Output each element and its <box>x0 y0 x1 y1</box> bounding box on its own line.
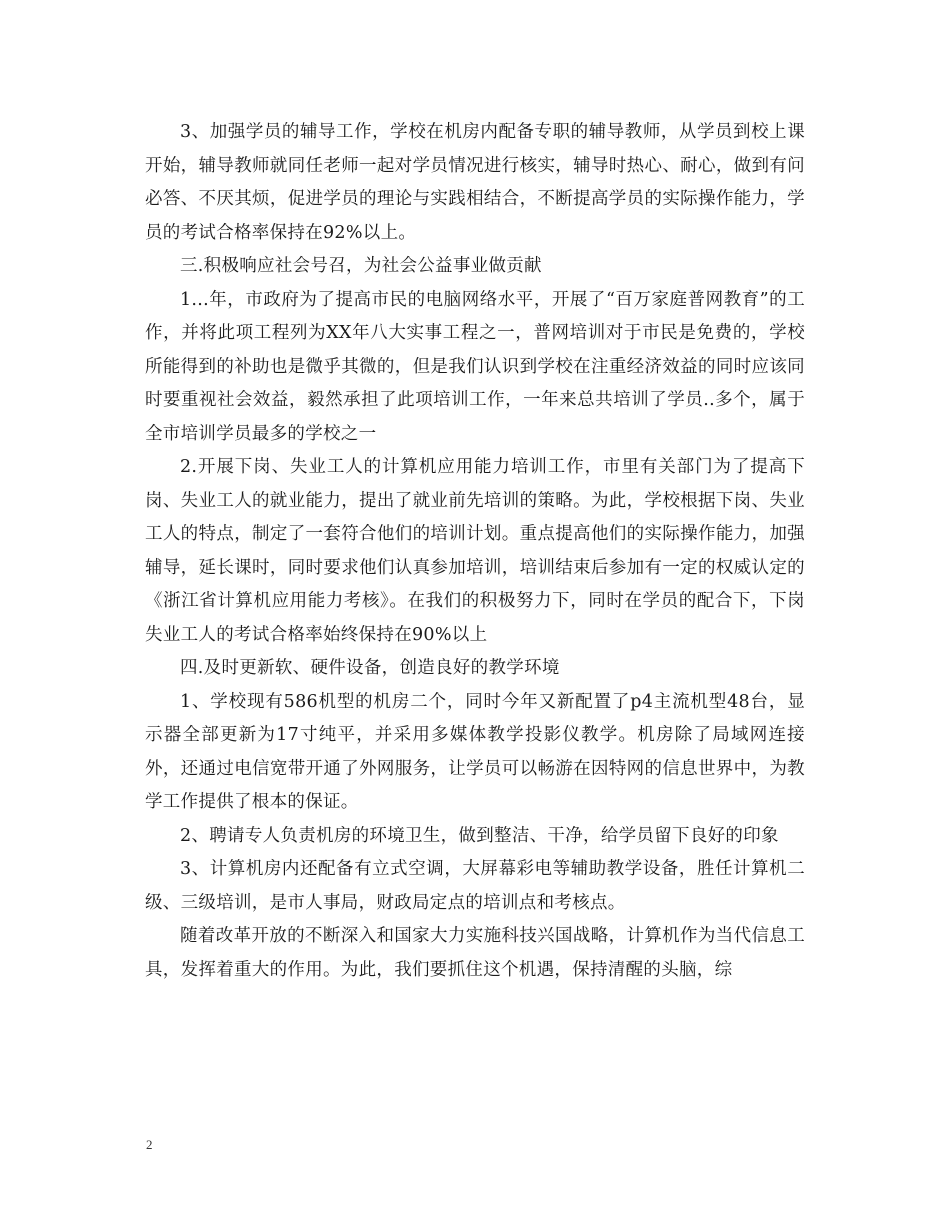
paragraph-laid-off-training: 2.开展下岗、失业工人的计算机应用能力培训工作，市里有关部门为了提高下岗、失业工人的就业能力，提出了就业前先培训的策略。为此，学校根据下岗、失业工人的特点，制定了一套符合他们的培训计划。重点提高他们的实际操作能力，加强辅导，延长课时，同时要求他们认真参加培训，培训结束后参加有一定的权威认定的《浙江省计算机应用能力考核》。在我们的积极努力下，同时在学员的配合下，下岗失业工人的考试合格率始终保持在90%以上 <box>145 457 805 645</box>
paragraph-internet-training: 1...年，市政府为了提高市民的电脑网络水平，开展了“百万家庭普网教育”的工作，并将此项工程列为XX年八大实事工程之一，普网培训对于市民是免费的，学校所能得到的补助也是微乎其微的，但是我们认识到学校在注重经济效益的同时应该同时要重视社会效益，毅然承担了此项培训工作，一年来总共培训了学员..多个，属于全市培训学员最多的学校之一 <box>145 289 805 444</box>
paragraph-auxiliary-equipment: 3、计算机房内还配备有立式空调，大屏幕彩电等辅助教学设备，胜任计算机二级、三级培训，是市人事局，财政局定点的培训点和考核点。 <box>145 859 805 913</box>
paragraph-conclusion: 随着改革开放的不断深入和国家大力实施科技兴国战略，计算机作为当代信息工具，发挥着重大的作用。为此，我们要抓住这个机遇，保持清醒的头脑，综 <box>145 926 805 980</box>
section-heading-public-welfare: 三.积极响应社会号召，为社会公益事业做贡献 <box>180 256 542 276</box>
paragraph-hygiene: 2、聘请专人负责机房的环境卫生，做到整洁、干净，给学员留下良好的印象 <box>180 825 779 846</box>
document-body <box>145 116 805 987</box>
section-heading-equipment: 四.及时更新软、硬件设备，创造良好的教学环境 <box>180 658 560 678</box>
paragraph-computer-rooms: 1、学校现有586机型的机房二个，同时今年又新配置了p4主流机型48台，显示器全部更新为17寸纯平，并采用多媒体教学投影仪教学。机房除了局域网连接外，还通过电信宽带开通了外网服务，让学员可以畅游在因特网的信息世界中，为教学工作提供了根本的保证。 <box>145 691 805 812</box>
paragraph-tutoring: 3、加强学员的辅导工作，学校在机房内配备专职的辅导教师，从学员到校上课开始，辅导教师就同任老师一起对学员情况进行核实，辅导时热心、耐心，做到有问必答、不厌其烦，促进学员的理论与实践相结合，不断提高学员的实际操作能力，学员的考试合格率保持在92%以上。 <box>145 122 805 243</box>
page-number: 2 <box>146 1137 153 1152</box>
